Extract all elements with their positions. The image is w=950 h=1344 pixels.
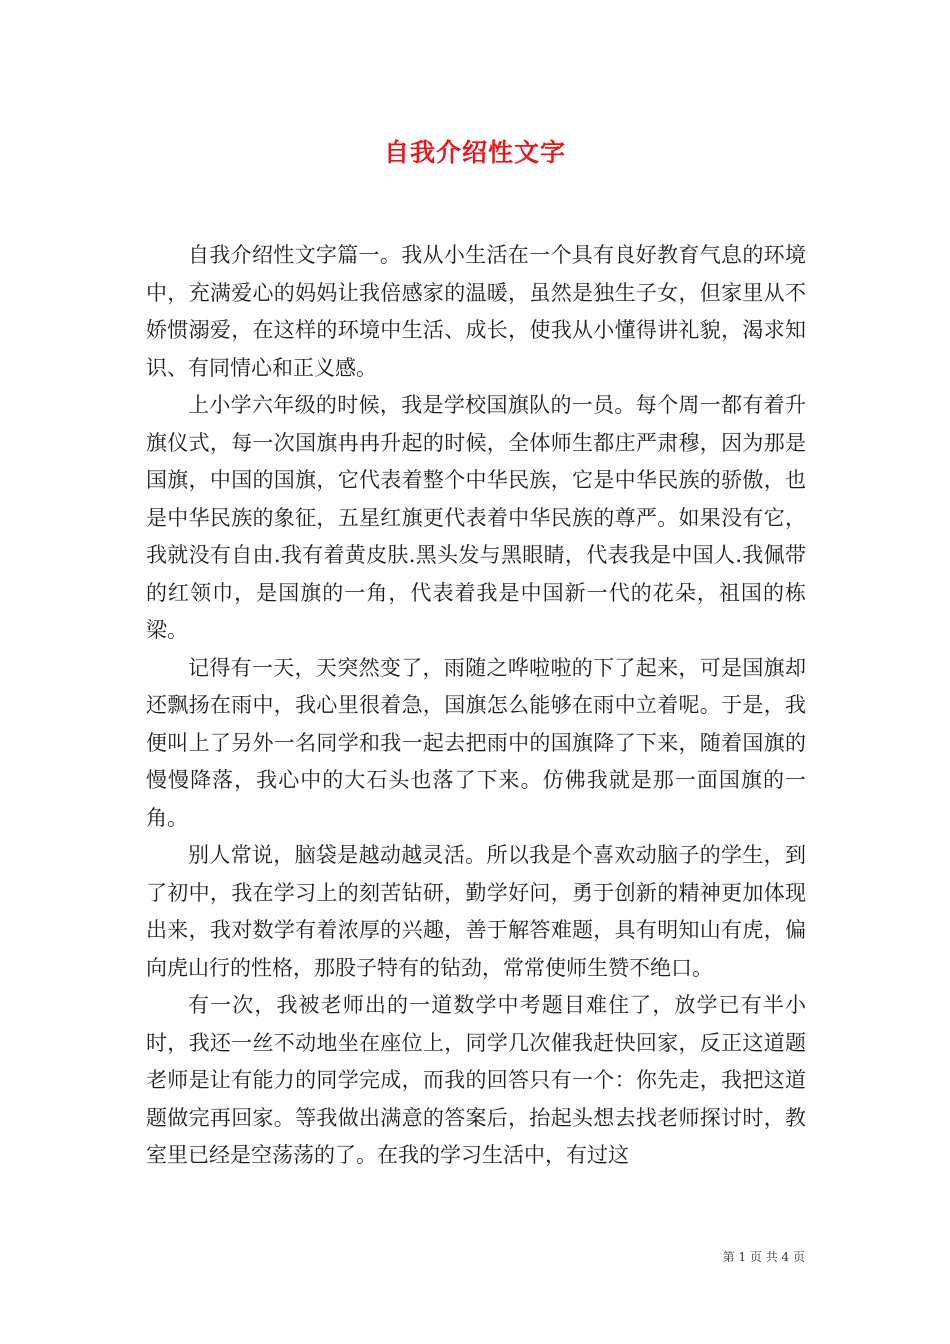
document-title: 自我介绍性文字 xyxy=(383,138,566,167)
page-number-footer: 第 1 页 共 4 页 xyxy=(722,1250,805,1264)
paragraph-1: 自我介绍性文字篇一。我从小生活在一个具有良好教育气息的环境中，充满爱心的妈妈让我倍感家的温暖，虽然是独生子女，但家里从不娇惯溺爱，在这样的环境中生活、成长，使我从小懂得讲礼貌，渴求知识、有同情心和正义感。 xyxy=(146,243,806,380)
paragraph-3: 记得有一天，天突然变了，雨随之哗啦啦的下了起来，可是国旗却还飘扬在雨中，我心里很着急，国旗怎么能够在雨中立着呢。于是，我便叫上了另外一名同学和我一起去把雨中的国旗降了下来，随着国旗的慢慢降落，我心中的大石头也落了下来。仿佛我就是那一面国旗的一角。 xyxy=(146,655,806,830)
paragraph-4: 别人常说，脑袋是越动越灵活。所以我是个喜欢动脑子的学生，到了初中，我在学习上的刻苦钻研，勤学好问，勇于创新的精神更加体现出来，我对数学有着浓厚的兴趣，善于解答难题，具有明知山有虎，偏向虎山行的性格，那股子特有的钻劲，常常使师生赞不绝口。 xyxy=(146,843,806,980)
paragraph-5: 有一次，我被老师出的一道数学中考题目难住了，放学已有半小时，我还一丝不动地坐在座位上，同学几次催我赶快回家，反正这道题老师是让有能力的同学完成，而我的回答只有一个：你先走，我把这道题做完再回家。等我做出满意的答案后，抬起头想去找老师探讨时，教室里已经是空荡荡的了。在我的学习生活中，有过这 xyxy=(146,993,806,1167)
document-body xyxy=(146,237,806,1175)
paragraph-2: 上小学六年级的时候，我是学校国旗队的一员。每个周一都有着升旗仪式，每一次国旗冉冉升起的时候，全体师生都庄严肃穆，因为那是国旗，中国的国旗，它代表着整个中华民族，它是中华民族的骄傲，也是中华民族的象征，五星红旗更代表着中华民族的尊严。如果没有它，我就没有自由.我有着黄皮肤.黑头发与黑眼睛，代表我是中国人.我佩带的红领巾，是国旗的一角，代表着我是中国新一代的花朵，祖国的栋梁。 xyxy=(146,393,806,642)
